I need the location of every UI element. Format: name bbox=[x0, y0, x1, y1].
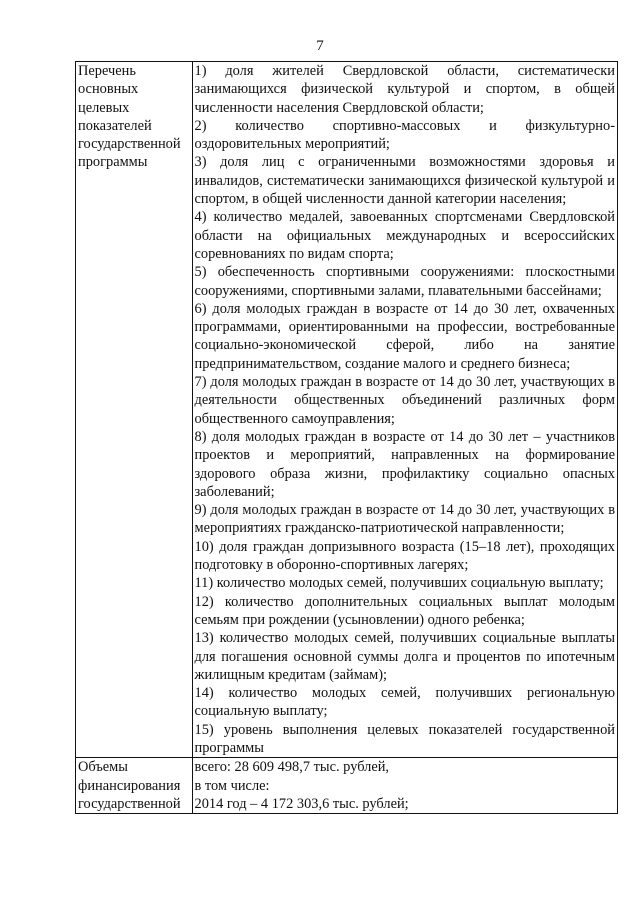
indicator-item: 10) доля граждан допризывного возраста (15–18 лет), проходящих подготовку в оборонно-спортивных лагерях; bbox=[194, 538, 615, 574]
row-label-funding bbox=[76, 758, 193, 814]
indicator-item: 5) обеспеченность спортивными сооружениями: плоскостными сооружениями, спортивными залами, плавательными бассейнами; bbox=[194, 264, 615, 299]
program-passport-table bbox=[75, 61, 618, 814]
indicator-item: 1) доля жителей Свердловской области, систематически занимающихся физической культурой и спортом, в общей численности населения Свердловской области; bbox=[194, 63, 615, 116]
indicator-item: 2) количество спортивно-массовых и физкультурно-оздоровительных мероприятий; bbox=[194, 117, 615, 153]
table-row-indicators bbox=[76, 62, 618, 758]
indicator-item: 3) доля лиц с ограниченными возможностями здоровья и инвалидов, систематически занимающихся физической культурой и спортом, в общей численности данной категории населения; bbox=[194, 154, 615, 208]
label-line: государственной bbox=[78, 136, 181, 153]
row-content-indicators bbox=[192, 62, 618, 758]
indicator-item: 11) количество молодых семей, получивших социальную выплату; bbox=[194, 575, 604, 592]
row-content-funding bbox=[192, 758, 618, 814]
label-line: государственной bbox=[78, 795, 181, 812]
funding-item: всего: 28 609 498,7 тыс. рублей, bbox=[194, 759, 390, 776]
indicator-item: 9) доля молодых граждан в возрасте от 14 до 30 лет, участвующих в мероприятиях гражданско-патриотической направленности; bbox=[194, 502, 615, 537]
row-label-indicators bbox=[76, 62, 193, 758]
label-line: Перечень bbox=[78, 63, 136, 79]
indicator-item: 7) доля молодых граждан в возрасте от 14 до 30 лет, участвующих в деятельности общественных объединений различных форм общественного самоуправления; bbox=[194, 374, 615, 427]
indicator-item: 15) уровень выполнения целевых показателей государственной программы bbox=[194, 721, 615, 756]
indicator-item: 4) количество медалей, завоеванных спортсменами Свердловской области на официальных международных и всероссийских соревнованиях по видам спорта; bbox=[194, 209, 615, 262]
label-line: основных bbox=[78, 81, 139, 98]
label-line: финансирования bbox=[78, 777, 181, 794]
indicator-item: 13) количество молодых семей, получивших социальные выплаты для погашения основной суммы долга и процентов по ипотечным жилищным кредитам (займам); bbox=[194, 630, 615, 683]
indicator-item: 14) количество молодых семей, получивших региональную социальную выплату; bbox=[194, 685, 615, 720]
indicator-item: 6) доля молодых граждан в возрасте от 14 до 30 лет, охваченных программами, ориентированными на профессии, востребованные социально-экономической сферой, либо на занятие предпринимательством, создание малого и среднего бизнеса; bbox=[194, 300, 615, 372]
label-line: показателей bbox=[78, 117, 152, 134]
funding-item: в том числе: bbox=[194, 777, 270, 794]
table-row-funding bbox=[76, 758, 618, 814]
label-line: целевых bbox=[78, 99, 130, 116]
indicator-item: 8) доля молодых граждан в возрасте от 14 до 30 лет – участников проектов и мероприятий, направленных на формирование здорового образа жизни, профилактику социально опасных заболеваний; bbox=[194, 428, 615, 500]
indicator-item: 12) количество дополнительных социальных выплат молодым семьям при рождении (усыновлении) одного ребенка; bbox=[194, 593, 615, 628]
label-line: Объемы bbox=[78, 759, 128, 776]
funding-item: 2014 год – 4 172 303,6 тыс. рублей; bbox=[194, 795, 409, 812]
page-number: 7 bbox=[316, 38, 324, 54]
label-line: программы bbox=[78, 154, 148, 171]
